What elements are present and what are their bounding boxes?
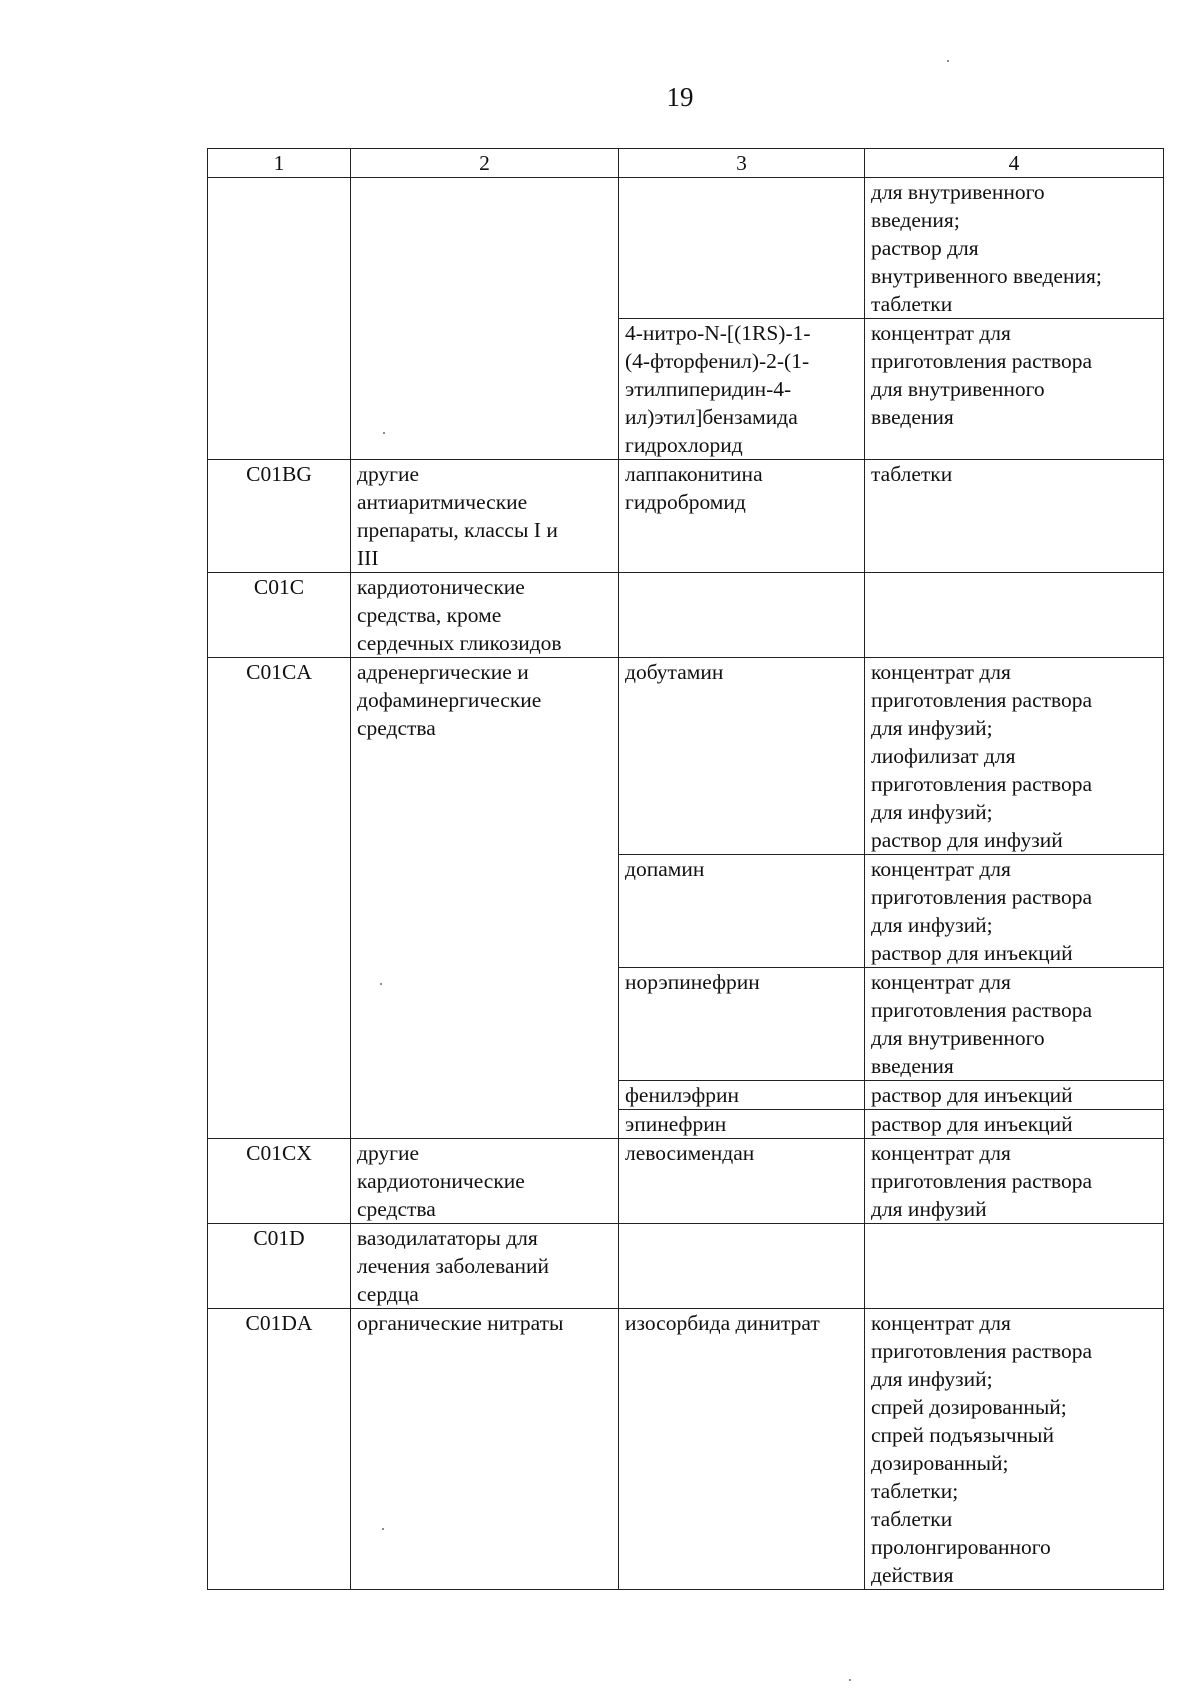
drug-name-line: фенилэфрин	[625, 1083, 740, 1107]
table-header-row	[208, 149, 1164, 178]
dosage-form-line: приготовления раствора	[871, 688, 1093, 712]
atc-group-line: лечения заболеваний	[357, 1254, 550, 1278]
dosage-form-line: для инфузий;	[871, 716, 993, 740]
atc-group-line: препараты, классы I и	[357, 518, 558, 542]
dosage-form-line: для инфузий;	[871, 1367, 993, 1391]
dosage-form-line: раствор для инфузий	[871, 828, 1063, 852]
atc-group-cell	[351, 573, 619, 658]
atc-group-line: кардиотонические	[357, 575, 525, 599]
atc-code-cell: C01CX	[208, 1139, 351, 1224]
dosage-form-line: лиофилизат для	[871, 744, 1016, 768]
atc-group-line: антиаритмические	[357, 490, 528, 514]
dosage-forms-cell	[865, 178, 1164, 319]
drug-name-cell	[619, 1224, 865, 1309]
drug-name-line: лаппаконитина	[625, 462, 763, 486]
table-row	[208, 1309, 1164, 1590]
dosage-form-line: раствор для инъекций	[871, 1112, 1073, 1136]
dosage-forms-cell	[865, 1110, 1164, 1139]
dosage-form-line: концентрат для	[871, 857, 1011, 881]
dosage-form-line: для внутривенного	[871, 377, 1045, 401]
page-number: 19	[666, 82, 694, 112]
dosage-form-line: концентрат для	[871, 970, 1011, 994]
drug-name-cell	[619, 319, 865, 460]
dosage-form-line: приготовления раствора	[871, 998, 1093, 1022]
dosage-forms-cell	[865, 460, 1164, 573]
drug-name-line: норэпинефрин	[625, 970, 760, 994]
drug-name-cell	[619, 658, 865, 855]
dosage-form-line: для инфузий	[871, 1197, 987, 1221]
atc-code-cell: C01CA	[208, 658, 351, 1139]
drug-name-cell	[619, 968, 865, 1081]
dosage-forms-cell	[865, 1081, 1164, 1110]
table-body	[208, 178, 1164, 1590]
drug-classification-table	[207, 148, 1164, 1590]
drug-name-cell	[619, 855, 865, 968]
dosage-form-line: внутривенного введения;	[871, 264, 1102, 288]
dosage-form-line: действия	[871, 1563, 954, 1587]
atc-group-cell	[351, 658, 619, 1139]
dosage-forms-cell	[865, 1139, 1164, 1224]
drug-name-line: левосимендан	[625, 1141, 755, 1165]
dosage-form-line: введения	[871, 1054, 954, 1078]
dosage-form-line: приготовления раствора	[871, 1339, 1093, 1363]
atc-group-line: сердца	[357, 1282, 419, 1306]
dosage-forms-cell	[865, 1224, 1164, 1309]
dosage-form-line: приготовления раствора	[871, 772, 1093, 796]
drug-name-line: этилпиперидин-4-	[625, 377, 792, 401]
dosage-form-line: концентрат для	[871, 1141, 1011, 1165]
dosage-forms-cell	[865, 319, 1164, 460]
drug-name-line: гидробромид	[625, 490, 746, 514]
drug-name-line: добутамин	[625, 660, 724, 684]
dosage-form-line: концентрат для	[871, 660, 1011, 684]
drug-name-cell	[619, 573, 865, 658]
dosage-forms-cell	[865, 658, 1164, 855]
table-row	[208, 573, 1164, 658]
column-header-2: 2	[351, 149, 619, 178]
atc-group-line: сердечных гликозидов	[357, 631, 562, 655]
drug-name-cell	[619, 460, 865, 573]
atc-group-line: другие	[357, 1141, 420, 1165]
table-row	[208, 1139, 1164, 1224]
table-row	[208, 460, 1164, 573]
atc-group-line: средства, кроме	[357, 603, 502, 627]
atc-code-cell: C01C	[208, 573, 351, 658]
drug-name-cell	[619, 1309, 865, 1590]
dosage-form-line: таблетки	[871, 292, 953, 316]
dosage-form-line: таблетки;	[871, 1479, 959, 1503]
atc-group-cell	[351, 1139, 619, 1224]
atc-group-line: другие	[357, 462, 420, 486]
drug-name-line: эпинефрин	[625, 1112, 727, 1136]
drug-name-line: изосорбида динитрат	[625, 1311, 820, 1335]
dosage-form-line: приготовления раствора	[871, 349, 1093, 373]
dosage-form-line: приготовления раствора	[871, 885, 1093, 909]
dosage-form-line: таблетки	[871, 1507, 953, 1531]
dosage-form-line: раствор для инъекций	[871, 941, 1073, 965]
dosage-form-line: спрей дозированный;	[871, 1395, 1067, 1419]
drug-name-line: (4-фторфенил)-2-(1-	[625, 349, 810, 373]
atc-group-line: средства	[357, 716, 436, 740]
dosage-form-line: пролонгированного	[871, 1535, 1051, 1559]
dosage-forms-cell	[865, 855, 1164, 968]
column-header-3: 3	[619, 149, 865, 178]
dosage-form-line: введения	[871, 405, 954, 429]
column-header-4: 4	[865, 149, 1164, 178]
drug-name-cell	[619, 1081, 865, 1110]
dosage-form-line: для инфузий;	[871, 913, 993, 937]
atc-group-line: средства	[357, 1197, 436, 1221]
dosage-form-line: спрей подъязычный	[871, 1423, 1055, 1447]
dosage-form-line: раствор для	[871, 236, 979, 260]
drug-name-cell	[619, 1139, 865, 1224]
dosage-forms-cell	[865, 573, 1164, 658]
atc-group-cell	[351, 178, 619, 460]
dosage-forms-cell	[865, 968, 1164, 1081]
drug-name-cell	[619, 178, 865, 319]
atc-code-cell: C01DA	[208, 1309, 351, 1590]
dosage-form-line: для внутривенного	[871, 180, 1045, 204]
drug-name-line: гидрохлорид	[625, 433, 743, 457]
drug-name-line: ил)этил]бензамида	[625, 405, 798, 429]
drug-name-line: 4-нитро-N-[(1RS)-1-	[625, 321, 811, 345]
dosage-form-line: концентрат для	[871, 321, 1011, 345]
atc-group-line: III	[357, 546, 379, 570]
atc-code-cell: C01D	[208, 1224, 351, 1309]
dosage-form-line: таблетки	[871, 462, 953, 486]
table-row	[208, 1224, 1164, 1309]
drug-name-cell	[619, 1110, 865, 1139]
drug-name-line: допамин	[625, 857, 705, 881]
dosage-form-line: раствор для инъекций	[871, 1083, 1073, 1107]
dosage-forms-cell	[865, 1309, 1164, 1590]
dosage-form-line: приготовления раствора	[871, 1169, 1093, 1193]
table-row	[208, 658, 1164, 855]
dosage-form-line: дозированный;	[871, 1451, 1009, 1475]
atc-group-line: кардиотонические	[357, 1169, 525, 1193]
dosage-form-line: введения;	[871, 208, 960, 232]
dosage-form-line: для внутривенного	[871, 1026, 1045, 1050]
atc-group-cell	[351, 1224, 619, 1309]
dosage-form-line: концентрат для	[871, 1311, 1011, 1335]
table-row	[208, 178, 1164, 319]
atc-code-cell	[208, 178, 351, 460]
atc-group-line: дофаминергические	[357, 688, 542, 712]
atc-group-line: органические нитраты	[357, 1311, 564, 1335]
atc-group-line: вазодилататоры для	[357, 1226, 538, 1250]
atc-code-cell: C01BG	[208, 460, 351, 573]
atc-group-cell	[351, 460, 619, 573]
column-header-1: 1	[208, 149, 351, 178]
atc-group-line: адренергические и	[357, 660, 529, 684]
atc-group-cell	[351, 1309, 619, 1590]
dosage-form-line: для инфузий;	[871, 800, 993, 824]
